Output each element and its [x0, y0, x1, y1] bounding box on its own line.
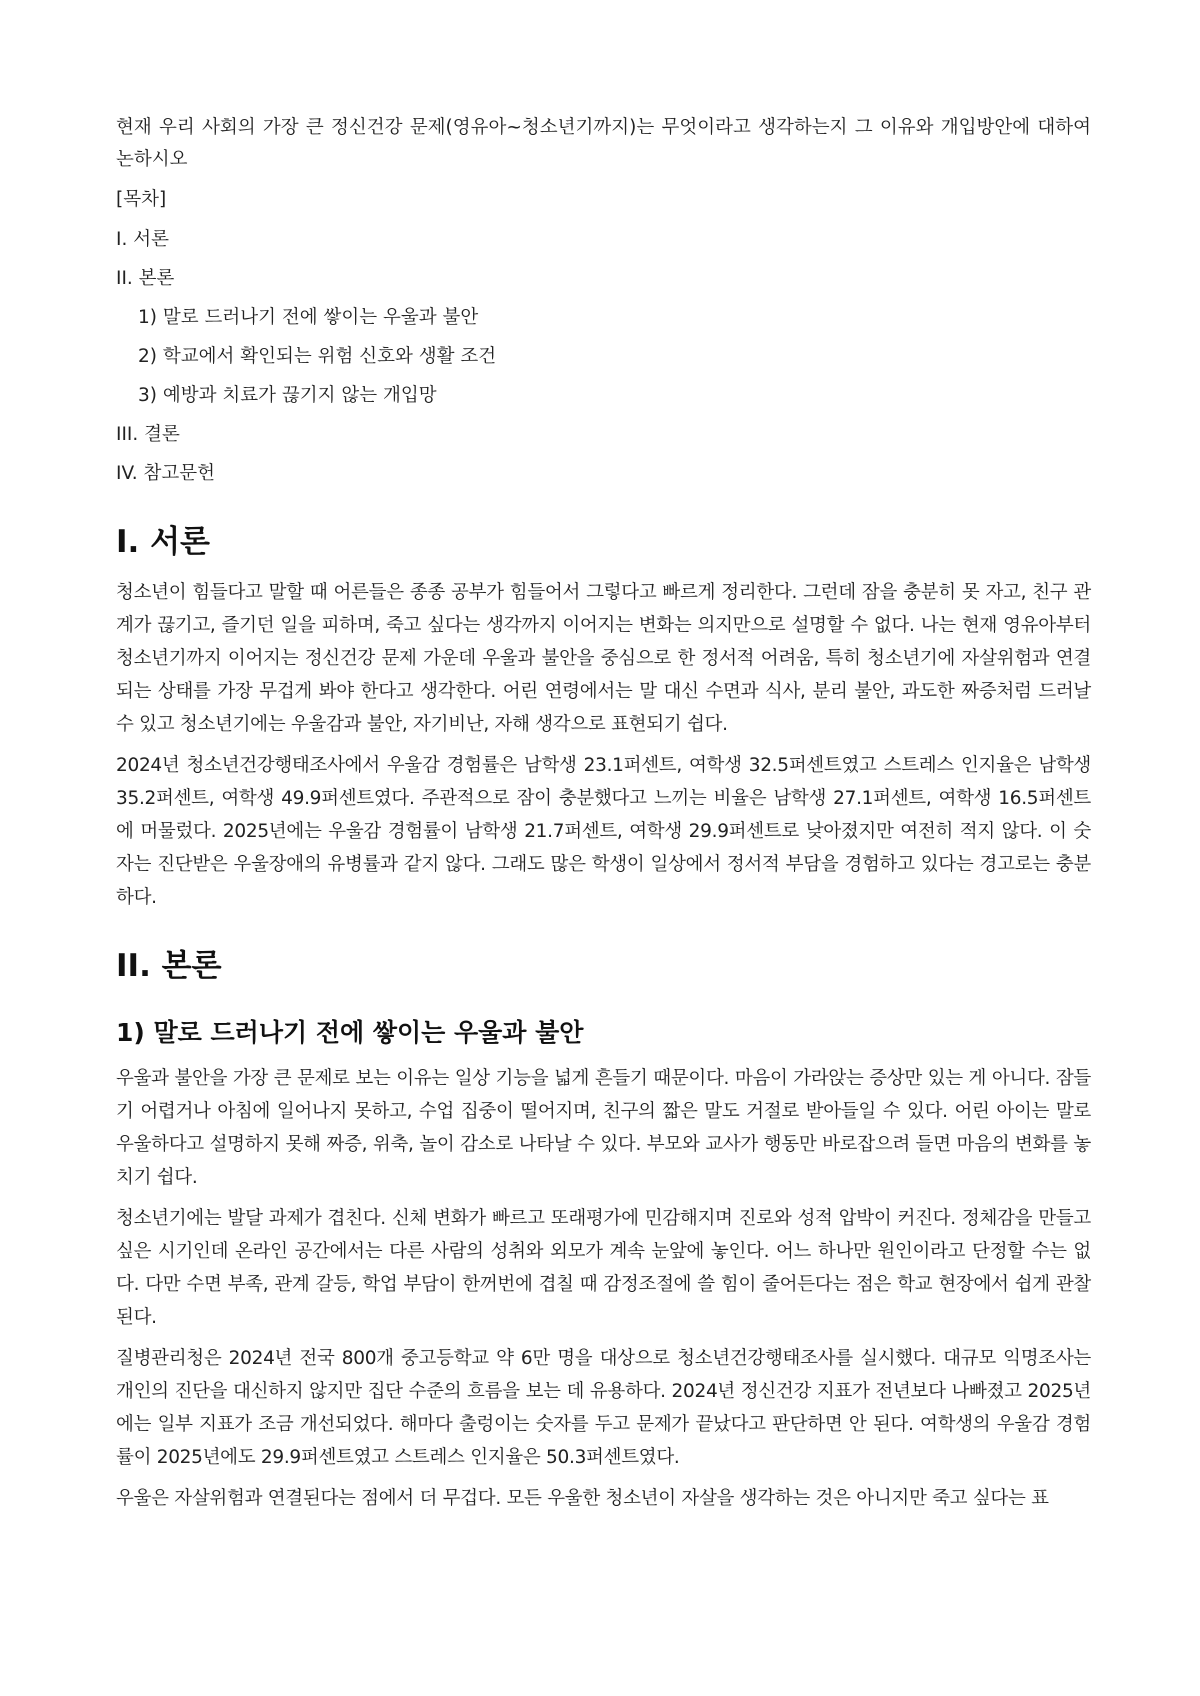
body-paragraph: 우울과 불안을 가장 큰 문제로 보는 이유는 일상 기능을 넓게 흔들기 때문이다. 마음이 가라앉는 증상만 있는 게 아니다. 잠들기 어렵거나 아침에 일어나지 못하고, 수업 집중이 떨어지며, 친구의 짧은 말도 거절로 받아들일 수 있다. 어린 아이는 말로 우울하다고 설명하지 못해 짜증, 위축, 놀이 감소로 나타날 수 있다. 부모와 교사가 행동만 바로잡으려 들면 마음의 변화를 놓치기 쉽다.: [116, 1068, 1091, 1188]
body-paragraph: 청소년기에는 발달 과제가 겹친다. 신체 변화가 빠르고 또래평가에 민감해지며 진로와 성적 압박이 커진다. 정체감을 만들고 싶은 시기인데 온라인 공간에서는 다른 사람의 성취와 외모가 계속 눈앞에 놓인다. 어느 하나만 원인이라고 단정할 수는 없다. 다만 수면 부족, 관계 갈등, 학업 부담이 한꺼번에 겹칠 때 감정조절에 쓸 힘이 줄어든다는 점은 학교 현장에서 쉽게 관찰된다.: [116, 1208, 1091, 1328]
toc-heading: [목차]: [116, 189, 167, 210]
toc-item: 1) 말로 드러나기 전에 쌓이는 우울과 불안: [138, 307, 479, 328]
body-paragraph: 2024년 청소년건강행태조사에서 우울감 경험률은 남학생 23.1퍼센트, 여학생 32.5퍼센트였고 스트레스 인지율은 남학생 35.2퍼센트, 여학생 49.9퍼센트였다. 주관적으로 잠이 충분했다고 느끼는 비율은 남학생 27.1퍼센트, 여학생 16.5퍼센트에 머물렀다. 2025년에는 우울감 경험률이 남학생 21.7퍼센트, 여학생 29.9퍼센트로 낮아졌지만 여전히 적지 않다. 이 숫자는 진단받은 우울장애의 유병률과 같지 않다. 그래도 많은 학생이 일상에서 정서적 부담을 경험하고 있다는 경고로는 충분하다.: [116, 755, 1091, 908]
toc-item: III. 결론: [116, 424, 180, 445]
toc-item: IV. 참고문헌: [116, 463, 215, 484]
body-paragraph: 청소년이 힘들다고 말할 때 어른들은 종종 공부가 힘들어서 그렇다고 빠르게 정리한다. 그런데 잠을 충분히 못 자고, 친구 관계가 끊기고, 즐기던 일을 피하며, 죽고 싶다는 생각까지 이어지는 변화는 의지만으로 설명할 수 없다. 나는 현재 영유아부터 청소년기까지 이어지는 정신건강 문제 가운데 우울과 불안을 중심으로 한 정서적 어려움, 특히 청소년기에 자살위험과 연결되는 상태를 가장 무겁게 봐야 한다고 생각한다. 어린 연령에서는 말 대신 수면과 식사, 분리 불안, 과도한 짜증처럼 드러날 수 있고 청소년기에는 우울감과 불안, 자기비난, 자해 생각으로 표현되기 쉽다.: [116, 582, 1091, 735]
body-paragraph: 질병관리청은 2024년 전국 800개 중고등학교 약 6만 명을 대상으로 청소년건강행태조사를 실시했다. 대규모 익명조사는 개인의 진단을 대신하지 않지만 집단 수준의 흐름을 보는 데 유용하다. 2024년 정신건강 지표가 전년보다 나빠졌고 2025년에는 일부 지표가 조금 개선되었다. 해마다 출렁이는 숫자를 두고 문제가 끝났다고 판단하면 안 된다. 여학생의 우울감 경험률이 2025년에도 29.9퍼센트였고 스트레스 인지율은 50.3퍼센트였다.: [116, 1348, 1091, 1468]
document-content: [116, 112, 1091, 1523]
section-heading-body: II. 본론: [116, 948, 222, 984]
assignment-question: 현재 우리 사회의 가장 큰 정신건강 문제(영유아~청소년기까지)는 무엇이라고 생각하는지 그 이유와 개입방안에 대하여 논하시오: [116, 117, 1091, 170]
table-of-contents: [116, 224, 1091, 490]
toc-item: 2) 학교에서 확인되는 위험 신호와 생활 조건: [138, 346, 497, 367]
subsection-heading: 1) 말로 드러나기 전에 쌓이는 우울과 불안: [116, 1018, 584, 1047]
toc-item: I. 서론: [116, 229, 169, 250]
section-heading-intro: I. 서론: [116, 524, 210, 560]
toc-item: II. 본론: [116, 268, 175, 289]
body-paragraph: 우울은 자살위험과 연결된다는 점에서 더 무겁다. 모든 우울한 청소년이 자살을 생각하는 것은 아니지만 죽고 싶다는 표: [116, 1488, 1049, 1509]
toc-item: 3) 예방과 치료가 끊기지 않는 개입망: [138, 385, 437, 406]
